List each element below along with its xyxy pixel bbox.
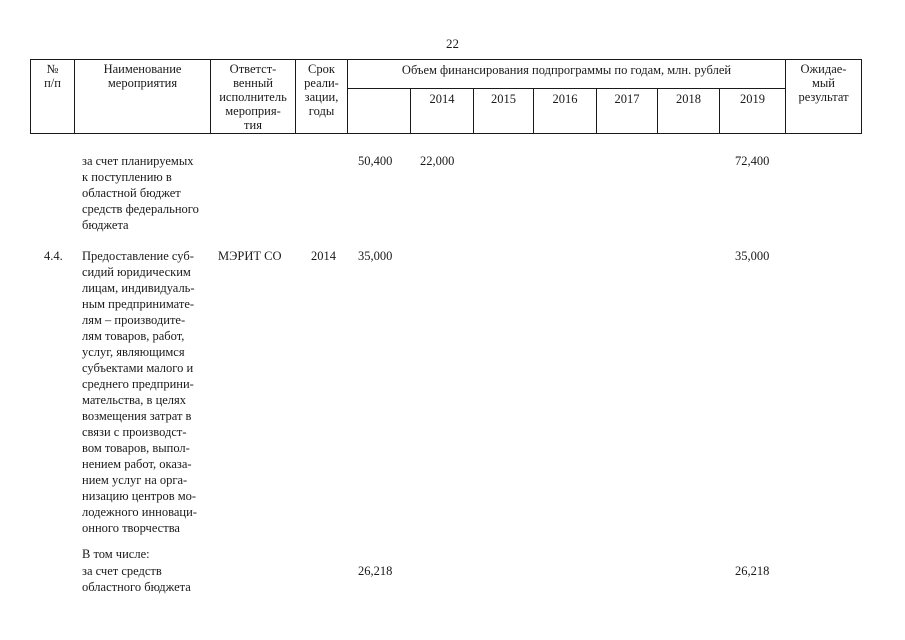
item-term: 2014 xyxy=(311,249,336,263)
federal-2015-value: 22,000 xyxy=(420,154,455,168)
col-border xyxy=(861,59,862,134)
federal-total-value: 72,400 xyxy=(735,154,770,168)
header-year-2019: 2019 xyxy=(740,92,765,106)
header-term: Срок реали- зации, годы xyxy=(304,62,339,118)
header-result: Ожидае- мый результат xyxy=(798,62,849,104)
item-number: 4.4. xyxy=(44,249,63,263)
header-year-2017: 2017 xyxy=(614,92,640,106)
including-label: В том числе: xyxy=(82,547,150,561)
regional-total-value: 26,218 xyxy=(735,564,770,578)
header-financing: Объем финансирования подпрограммы по годам, млн. рублей xyxy=(401,63,732,77)
page-number: 22 xyxy=(446,36,459,51)
table-header xyxy=(30,59,862,134)
header-bottom-border xyxy=(30,133,862,134)
item-executor: МЭРИТ СО xyxy=(218,249,282,263)
regional-funding-text: за счет средств областного бюджета xyxy=(82,564,191,594)
item-description: Предоставление суб- сидий юридическим лицам, индивидуаль- ным предпринимате- лям – производите- лям товаров, работ, услуг, являющимся субъектами малого и среднего предприни- мательства, в целях возмещения затрат в связи с производст- вом товаров, выпол- нением работ, оказа- нием услуг на орга- низацию центров мо- лодежного инноваци- онного творчества xyxy=(82,249,197,535)
header-number: № п/п xyxy=(44,62,61,90)
header-event-name: Наименование мероприятия xyxy=(103,62,182,90)
header-year-2018: 2018 xyxy=(676,92,701,106)
item-2014-value: 35,000 xyxy=(358,249,393,263)
header-executor: Ответст- венный исполнитель мероприя- тия xyxy=(219,62,287,132)
item-total-value: 35,000 xyxy=(735,249,770,263)
header-top-border xyxy=(30,59,862,60)
federal-2014-value: 50,400 xyxy=(358,154,393,168)
header-year-2014: 2014 xyxy=(429,92,455,106)
header-year-2016: 2016 xyxy=(552,92,578,106)
header-year-2015: 2015 xyxy=(491,92,516,106)
regional-2014-value: 26,218 xyxy=(358,564,393,578)
federal-funding-text: за счет планируемых к поступлению в областной бюджет средств федерального бюджета xyxy=(82,154,199,232)
